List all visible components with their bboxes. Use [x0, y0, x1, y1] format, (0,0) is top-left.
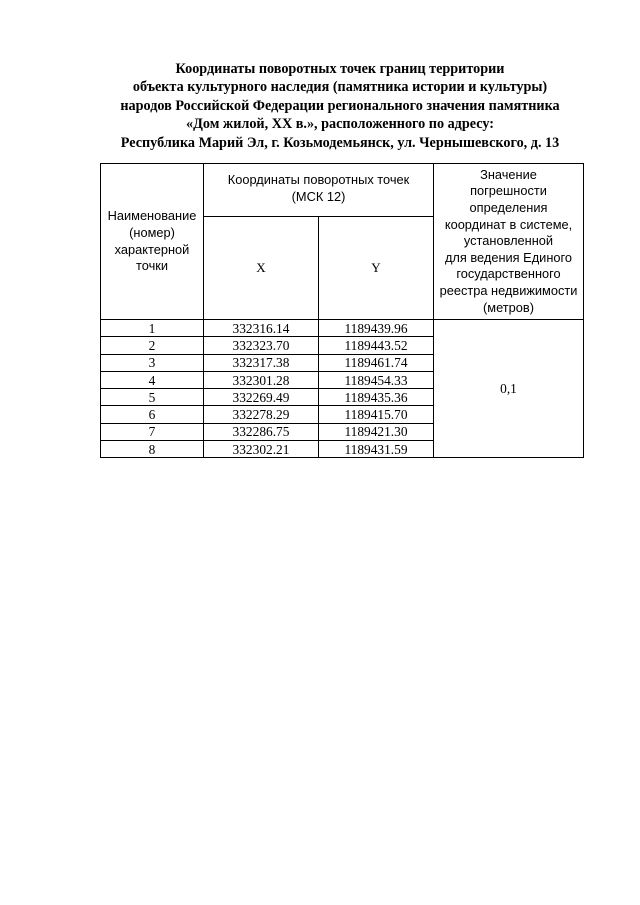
- title-line: Координаты поворотных точек границ территории: [175, 61, 505, 77]
- header-error-line: (метров): [483, 299, 534, 315]
- y-value: 1189443.52: [319, 337, 434, 354]
- y-value: 1189439.96: [319, 320, 434, 337]
- header-error-line: Значение: [480, 166, 537, 182]
- point-number: 1: [101, 320, 204, 337]
- x-value: 332286.75: [204, 423, 319, 440]
- y-value: 1189415.70: [319, 406, 434, 423]
- y-value: 1189421.30: [319, 423, 434, 440]
- header-point-name: [101, 164, 204, 320]
- x-value: 332278.29: [204, 406, 319, 423]
- point-number: 4: [101, 371, 204, 388]
- title-line: Республика Марий Эл, г. Козьмодемьянск, ул. Чернышевского, д. 13: [120, 134, 560, 151]
- header-error-line: для ведения Единого: [444, 249, 573, 265]
- document-title: [60, 60, 620, 152]
- header-name-line: характерной: [114, 241, 190, 257]
- error-value: 0,1: [434, 320, 584, 458]
- point-number: 8: [101, 441, 204, 458]
- coordinates-table: [100, 163, 584, 458]
- header-coordinates: [204, 164, 434, 217]
- x-value: 332301.28: [204, 371, 319, 388]
- header-x: X: [204, 217, 319, 320]
- y-value: 1189454.33: [319, 371, 434, 388]
- header-error-line: определения: [469, 200, 548, 216]
- x-value: 332316.14: [204, 320, 319, 337]
- header-error-line: установленной: [463, 233, 554, 249]
- point-number: 6: [101, 406, 204, 423]
- point-number: 5: [101, 389, 204, 406]
- header-error-line: реестра недвижимости: [439, 282, 578, 298]
- title-line: «Дом жилой, XX в.», расположенного по адресу:: [186, 116, 494, 133]
- x-value: 332269.49: [204, 389, 319, 406]
- point-number: 3: [101, 354, 204, 371]
- header-name-line: Наименование: [107, 208, 197, 224]
- header-coords-line: (МСК 12): [291, 188, 346, 204]
- title-line: народов Российской Федерации регионального значения памятника: [120, 97, 560, 114]
- header-coords-line: Координаты поворотных точек: [227, 172, 410, 187]
- point-number: 2: [101, 337, 204, 354]
- x-value: 332323.70: [204, 337, 319, 354]
- title-line: объекта культурного наследия (памятника истории и культуры): [132, 79, 548, 96]
- header-name-line: точки: [136, 258, 168, 274]
- y-value: 1189435.36: [319, 389, 434, 406]
- header-error: [434, 164, 584, 320]
- table-header-row: [101, 164, 584, 217]
- y-value: 1189431.59: [319, 441, 434, 458]
- x-value: 332317.38: [204, 354, 319, 371]
- header-error-line: погрешности: [470, 183, 547, 199]
- table-row: [101, 320, 584, 337]
- y-value: 1189461.74: [319, 354, 434, 371]
- point-number: 7: [101, 423, 204, 440]
- header-name-line: (номер): [129, 224, 175, 240]
- header-y: Y: [319, 217, 434, 320]
- x-value: 332302.21: [204, 441, 319, 458]
- header-error-line: государственного: [456, 266, 561, 282]
- header-error-line: координат в системе,: [444, 216, 573, 232]
